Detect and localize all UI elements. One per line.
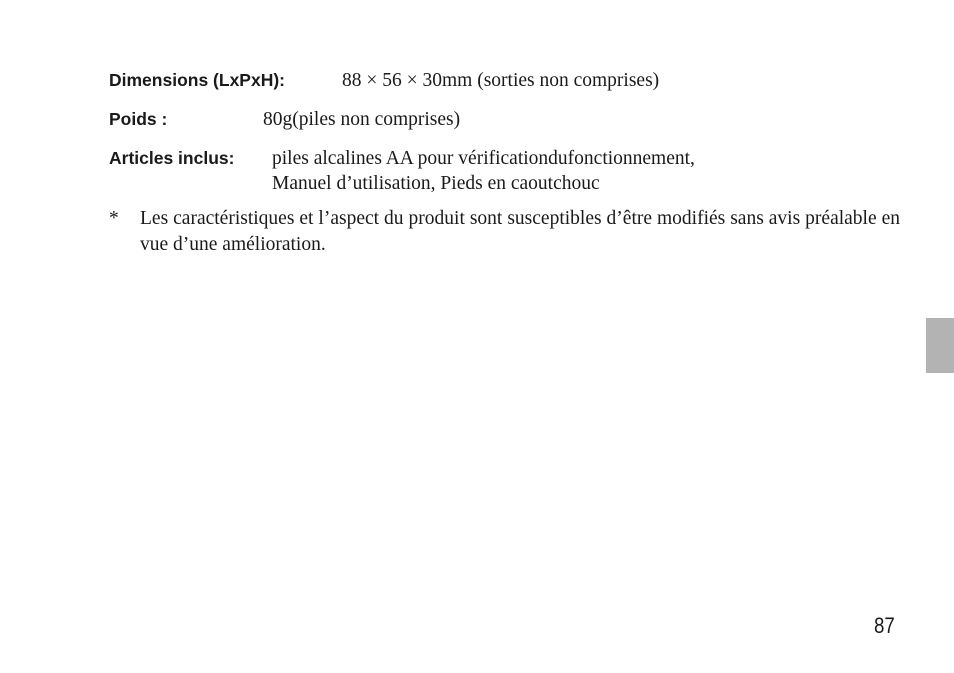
spec-dimensions-value: 88 × 56 × 30mm (sorties non comprises) bbox=[342, 70, 660, 91]
spec-included-value-line1: piles alcalines AA pour vérificationdufonctionnement, bbox=[272, 148, 695, 169]
spec-dimensions-label: Dimensions (LxPxH): bbox=[109, 70, 285, 90]
spec-included-value bbox=[272, 146, 695, 196]
spec-included-value-line2: Manuel d’utilisation, Pieds en caoutchouc bbox=[272, 173, 600, 194]
page-number: 87 bbox=[874, 613, 895, 638]
footnote-text: Les caractéristiques et l’aspect du produit sont susceptibles d’être modifiés sans avis préalable en vue d’une amélioration. bbox=[140, 208, 900, 255]
section-tab-marker bbox=[926, 318, 954, 373]
spec-included-label: Articles inclus: bbox=[109, 148, 235, 168]
spec-weight-label: Poids : bbox=[109, 109, 168, 129]
footnote-marker: * bbox=[109, 208, 119, 229]
spec-weight-value: 80g(piles non comprises) bbox=[263, 109, 461, 130]
